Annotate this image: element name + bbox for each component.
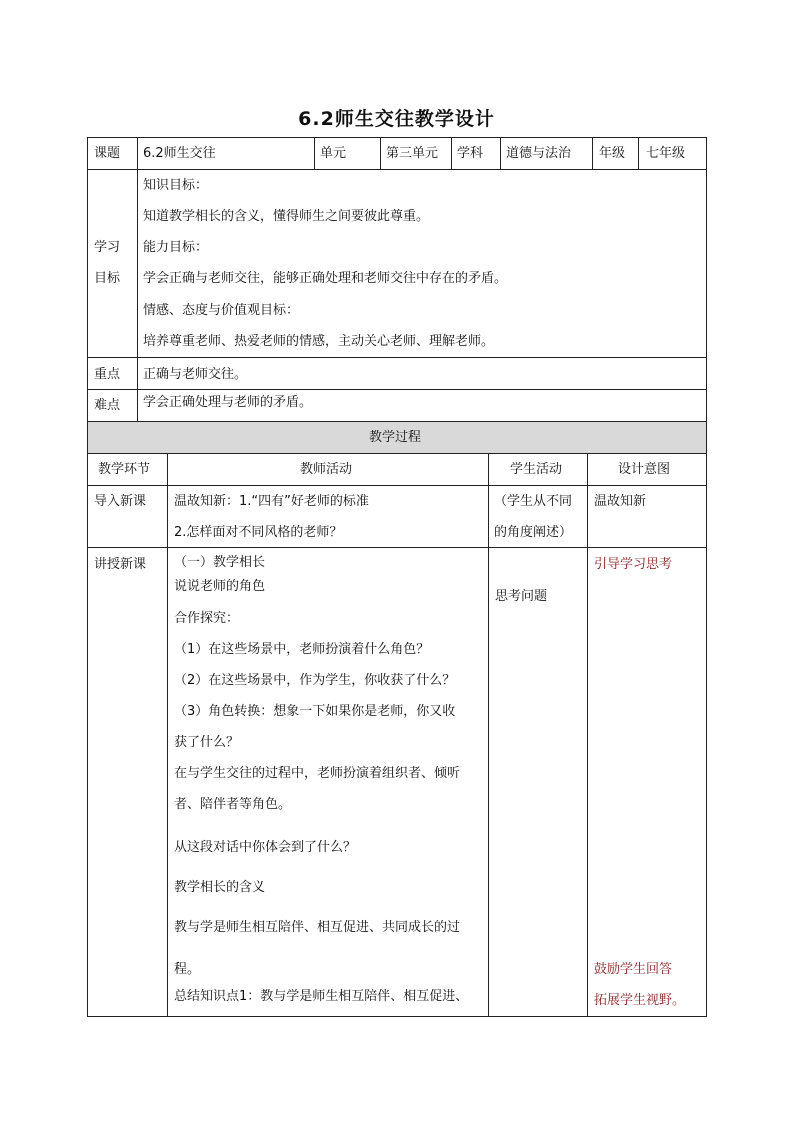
process-banner: 教学过程 [369,430,422,445]
unit-label: 单元 [320,146,347,161]
objective-line: 知识目标： [143,178,209,193]
objective-line: 学会正确与老师交往，能够正确处理和老师交往中存在的矛盾。 [143,271,508,286]
lesson-value: 6.2师生交往 [143,146,216,161]
column-header-intent: 设计意图 [618,462,671,477]
objective-line: 情感、态度与价值观目标： [143,303,300,318]
lesson-label: 课题 [94,146,121,161]
intro-student-line: （学生从不同 [494,494,573,509]
objective-line: 培养尊重老师、热爱老师的情感，主动关心老师、理解老师。 [143,334,495,349]
column-header-student: 学生活动 [510,462,563,477]
lecture-teacher-line: 从这段对话中你体会到了什么？ [174,840,357,855]
subject-label: 学科 [457,146,484,161]
intro-intent: 温故知新 [594,494,647,509]
lecture-teacher-line: （2）在这些场景中，作为学生，你收获了什么？ [174,673,456,688]
lecture-teacher-line: 在与学生交往的过程中，老师扮演着组织者、倾听 [174,766,461,781]
lecture-teacher-line: （一）教学相长 [174,555,266,570]
intro-teacher-line: 温故知新：1.“四有”好老师的标准 [174,494,369,509]
lecture-intent-top: 引导学习思考 [594,557,673,572]
lecture-teacher-line: （3）角色转换：想象一下如果你是老师，你又收 [174,704,456,719]
grade-label: 年级 [599,146,626,161]
lecture-teacher-line: 者、陪伴者等角色。 [174,797,292,812]
grade-value: 七年级 [646,146,686,161]
subject-value: 道德与法治 [506,146,572,161]
page-title: 6.2师生交往教学设计 [298,108,495,130]
lecture-teacher-line: 总结知识点1：教与学是师生相互陪伴、相互促进、 [174,989,469,1004]
key-point-label: 重点 [94,367,121,382]
intro-student-line: 的角度阐述） [494,525,573,540]
lecture-teacher-line: 教与学是师生相互陪伴、相互促进、共同成长的过 [174,920,461,935]
lecture-student: 思考问题 [495,589,548,604]
unit-value: 第三单元 [386,146,439,161]
objectives-label-line2: 目标 [94,271,121,286]
difficulty-value: 学会正确处理与老师的矛盾。 [143,395,313,410]
lecture-teacher-line: 程。 [174,962,201,977]
lecture-intent-bottom-line: 鼓励学生回答 [594,962,673,977]
lecture-stage: 讲授新课 [94,557,147,572]
lecture-teacher-line: 说说老师的角色 [174,579,266,594]
intro-teacher-line: 2.怎样面对不同风格的老师？ [174,525,343,540]
lecture-teacher-line: 合作探究： [174,611,240,626]
objective-line: 知道教学相长的含义，懂得师生之间要彼此尊重。 [143,209,430,224]
lecture-intent-bottom-line: 拓展学生视野。 [594,993,686,1008]
lecture-teacher-line: （1）在这些场景中，老师扮演着什么角色？ [174,642,430,657]
objective-line: 能力目标： [143,240,209,255]
key-point-value: 正确与老师交往。 [143,367,248,382]
lecture-teacher-line: 教学相长的含义 [174,880,266,895]
column-header-teacher: 教师活动 [300,462,353,477]
column-header-stage: 教学环节 [98,462,151,477]
objectives-label-line1: 学习 [94,240,121,255]
difficulty-label: 难点 [94,398,121,413]
lecture-teacher-line: 获了什么？ [174,735,240,750]
intro-stage: 导入新课 [94,494,147,509]
